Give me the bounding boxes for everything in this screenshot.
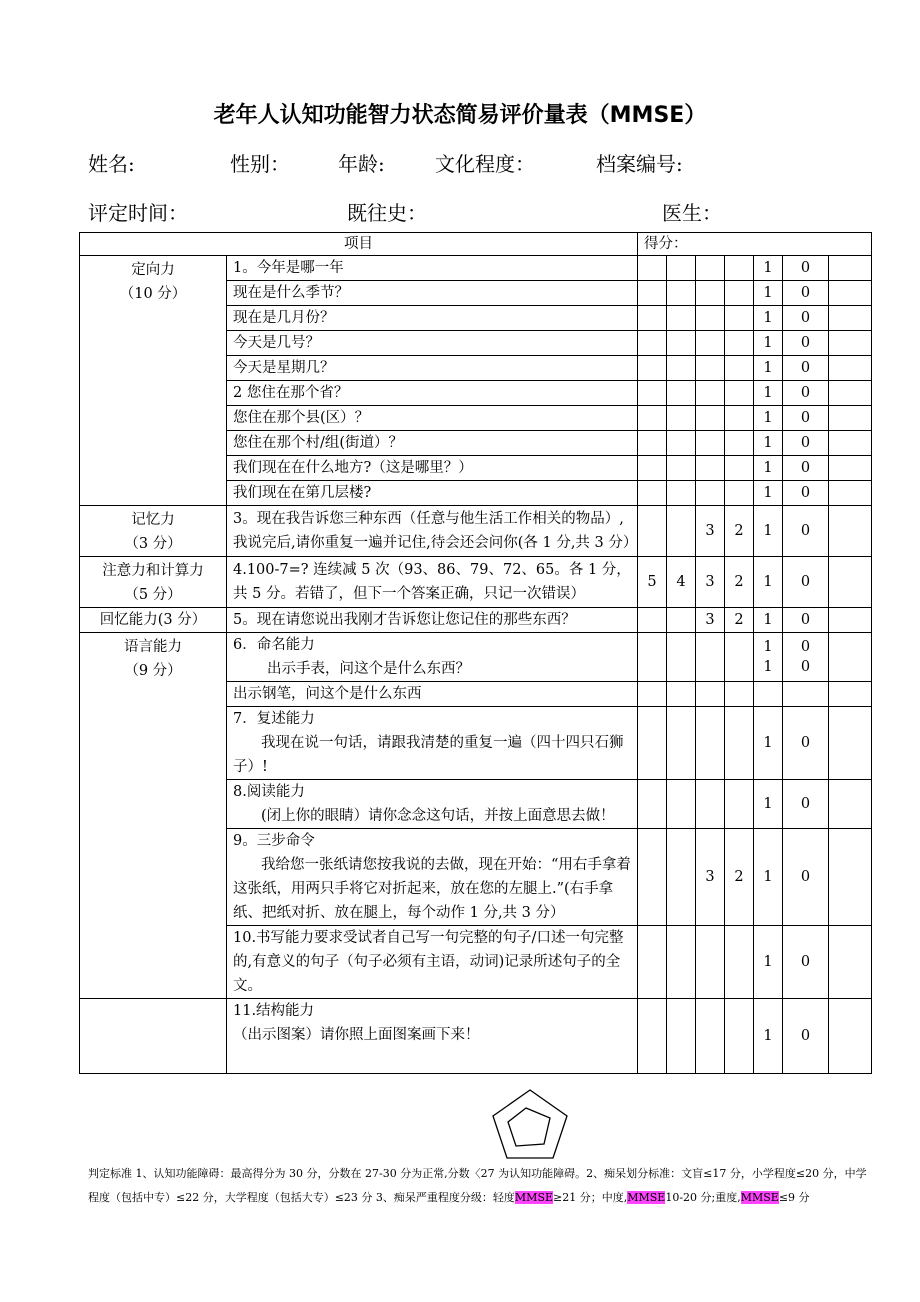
doctor-label: 医生：: [662, 201, 722, 225]
category-points: （10 分）: [119, 286, 187, 302]
repeat-text: 我现在说一句话，请跟我清楚的重复一遍（四十四只石狮子）!: [233, 735, 624, 775]
question-text: 我们现在在第几层楼?: [227, 481, 638, 506]
page-title: 老年人认知功能智力状态简易评价量表（MMSE）: [213, 103, 707, 128]
score-3: 3: [696, 557, 725, 608]
gender-label: 性别：: [230, 152, 290, 176]
score-1: 1: [754, 926, 783, 999]
table-row: [80, 608, 872, 633]
category-label: 注意力和计算力: [102, 563, 204, 579]
structure-title: 11.结构能力: [233, 1003, 315, 1019]
score-3: 3: [696, 829, 725, 926]
eval-time-label: 评定时间：: [88, 201, 188, 225]
mmse-highlight: MMSE: [514, 1191, 554, 1204]
question-text: 3。现在我告诉您三种东西（任意与他生活工作相关的物品）,我说完后,请你重复一遍并记住,待会还会问你(各 1 分,共 3 分）: [227, 506, 638, 557]
score-0: 0: [783, 356, 829, 381]
structure-text: （出示图案）请你照上面图案画下来！: [233, 1027, 480, 1043]
score-0: 0: [783, 829, 829, 926]
score-1: 1: [754, 331, 783, 356]
footer-text-4: ≤9 分: [778, 1191, 810, 1204]
category-memory: [80, 506, 227, 557]
category-points: （9 分）: [124, 663, 182, 679]
naming-question-2: 出示钢笔，问这个是什么东西: [227, 682, 638, 707]
score-0: 0: [783, 281, 829, 306]
table-row: [80, 506, 872, 557]
table-row: [80, 633, 872, 682]
score-1: 1: [754, 481, 783, 506]
naming-question-1: 出示手表，问这个是什么东西？: [267, 661, 470, 677]
question-text: [227, 829, 638, 926]
score-4: 4: [667, 557, 696, 608]
question-text: 4.100-7=? 连续减 5 次（93、86、79、72、65。各 1 分，共 5 分。若错了，但下一个答案正确，只记一次错误）: [227, 557, 638, 608]
footer-criteria: [88, 1162, 868, 1210]
score-0: 0: [783, 381, 829, 406]
question-text: [227, 707, 638, 780]
score-1: 1: [754, 256, 783, 281]
table-row: [80, 999, 872, 1074]
table-row: [80, 557, 872, 608]
score-1: 1: [754, 356, 783, 381]
score-1: 1: [754, 406, 783, 431]
score-1: 1: [754, 608, 783, 633]
mmse-table: [79, 232, 872, 1074]
question-text: 我们现在在什么地方?（这是哪里？）: [227, 456, 638, 481]
table-row: [80, 256, 872, 281]
category-attention: [80, 557, 227, 608]
score-3: 3: [696, 608, 725, 633]
category-language: [80, 633, 227, 999]
score-0: 0: [800, 639, 811, 655]
score-0-stack: [783, 633, 829, 682]
score-1: 1: [763, 639, 773, 655]
question-text: [227, 999, 638, 1074]
question-text: 10.书写能力要求受试者自己写一句完整的句子/口述一句完整的,有意义的句子（句子必须有主语，动词)记录所述句子的全文。: [227, 926, 638, 999]
read-text: (闭上你的眼睛）请你念念这句话，并按上面意思去做！: [261, 808, 615, 824]
footer-text-1: 判定标准 1、认知功能障碍：最高得分为 30 分，分数在 27-30 分为正常,分数〈27 为认知功能障碍。2、痴呆划分标准：文盲≤17 分，小学程度≤20 分，中学程度（包括中专）≤22 分，大学程度（包括大专）≤23 分 3、痴呆严重程度分级：轻度: [88, 1167, 867, 1204]
command-title: 9。三步命令: [233, 833, 315, 849]
score-0: 0: [783, 406, 829, 431]
category-recall: 回忆能力(3 分）: [80, 608, 227, 633]
score-1: 1: [763, 659, 773, 675]
item-header: 项目: [80, 233, 638, 256]
command-text: 我给您一张纸请您按我说的去做，现在开始：“用右手拿着这张纸，用两只手将它对折起来，放在您的左腿上.”(右手拿纸、把纸对折、放在腿上，每个动作 1 分,共 3 分）: [233, 857, 631, 921]
read-title: 8.阅读能力: [233, 784, 305, 800]
category-points: （3 分）: [124, 536, 182, 552]
mmse-highlight: MMSE: [627, 1191, 666, 1204]
score-0: 0: [800, 659, 811, 675]
score-1: 1: [754, 306, 783, 331]
score-5: 5: [638, 557, 667, 608]
score-0: 0: [783, 999, 829, 1074]
question-text: 今天是星期几？: [227, 356, 638, 381]
naming-title: 6．命名能力: [233, 637, 315, 653]
category-label: 语言能力: [124, 639, 182, 655]
category-points: （5 分）: [124, 587, 182, 603]
score-1: 1: [754, 780, 783, 829]
score-0: 0: [783, 557, 829, 608]
footer-text-2: ≥21 分；中度,: [553, 1191, 628, 1204]
score-0: 0: [783, 608, 829, 633]
score-1: 1: [754, 506, 783, 557]
category-orientation: [80, 256, 227, 506]
score-0: 0: [783, 256, 829, 281]
question-text: 您住在那个村/组(街道）？: [227, 431, 638, 456]
file-number-label: 档案编号:: [596, 152, 683, 176]
question-text: 现在是什么季节？: [227, 281, 638, 306]
history-label: 既往史：: [347, 201, 427, 225]
score-0: 0: [783, 707, 829, 780]
score-1: 1: [754, 456, 783, 481]
question-text: 今天是几号？: [227, 331, 638, 356]
score-header: 得分：: [638, 233, 872, 256]
education-label: 文化程度：: [435, 152, 535, 176]
score-2: 2: [725, 829, 754, 926]
score-0: 0: [783, 431, 829, 456]
header-row: [80, 233, 872, 256]
score-2: 2: [725, 506, 754, 557]
score-0: 0: [783, 780, 829, 829]
score-0: 0: [783, 506, 829, 557]
score-1: 1: [754, 381, 783, 406]
category-label: 定向力: [131, 262, 175, 278]
repeat-title: 7．复述能力: [233, 711, 315, 727]
score-1: 1: [754, 557, 783, 608]
score-2: 2: [725, 608, 754, 633]
question-text: [227, 780, 638, 829]
question-text: 1。今年是哪一年: [227, 256, 638, 281]
score-1: 1: [754, 829, 783, 926]
score-0: 0: [783, 456, 829, 481]
score-0: 0: [783, 926, 829, 999]
score-1: 1: [754, 281, 783, 306]
score-0: 0: [783, 331, 829, 356]
question-text: 2 您住在那个省？: [227, 381, 638, 406]
age-label: 年龄:: [338, 152, 385, 176]
score-3: 3: [696, 506, 725, 557]
category-label: 记忆力: [131, 512, 175, 528]
footer-text-3: 10-20 分;重度,: [665, 1191, 741, 1204]
question-text: 现在是几月份？: [227, 306, 638, 331]
mmse-highlight: MMSE: [740, 1191, 779, 1204]
score-1: 1: [754, 999, 783, 1074]
question-text: 5。现在请您说出我刚才告诉您让您记住的那些东西？: [227, 608, 638, 633]
score-1-stack: [754, 633, 783, 682]
question-text: [227, 633, 638, 682]
score-1: 1: [754, 431, 783, 456]
pentagon-figure-icon: [490, 1088, 570, 1160]
structure-spacer: [80, 999, 227, 1074]
score-0: 0: [783, 306, 829, 331]
score-2: 2: [725, 557, 754, 608]
score-0: 0: [783, 481, 829, 506]
question-text: 您住在那个县(区）？: [227, 406, 638, 431]
name-label: 姓名:: [88, 152, 135, 176]
score-1: 1: [754, 707, 783, 780]
